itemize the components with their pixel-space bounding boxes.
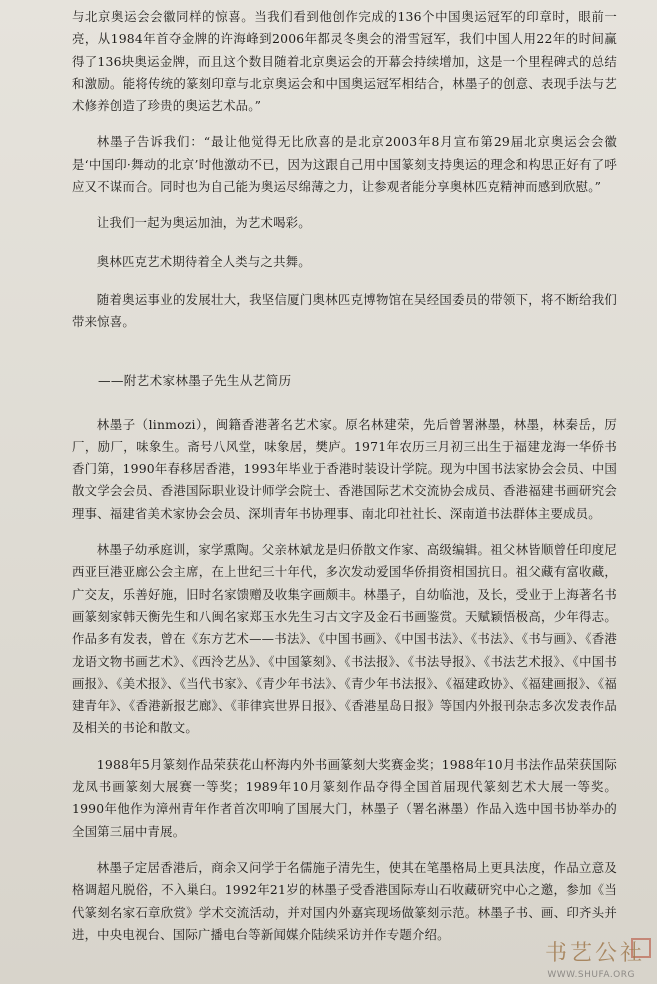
bio-paragraph-intro: 林墨子（linmozi），闽籍香港著名艺术家。原名林建荣，先后曾署淋墨，林墨，林秦岳，厉厂，励厂，味象生。斋号八风堂，味象居，樊庐。1971年农历三月初三出生于福建龙海一华侨书香门第，1990年春移居香港，1993年毕业于香港时装设计学院。现为中国书法家协会会员、中国散文学会会员、香港国际职业设计师学会院士、香港国际艺术交流协会成员、香港福建书画研究会理事、福建省美术家协会会员、深圳青年书协理事、南北印社社长、深南道书法群体主要成员。 xyxy=(72,416,617,521)
watermark-text: 书艺公社 xyxy=(544,941,645,966)
watermark-url: WWW.SHUFA.ORG xyxy=(547,970,635,980)
site-watermark xyxy=(501,936,651,980)
bio-paragraph-awards: 1988年5月篆刻作品荣获花山杯海内外书画篆刻大奖赛金奖；1988年10月书法作品荣获国际龙凤书画篆刻大展赛一等奖；1989年10月篆刻作品夺得全国首届现代篆刻艺术大展一等奖。1990年他作为漳州青年作者首次叩响了国展大门，林墨子（署名淋墨）作品入选中国书协举办的全国第三届中青展。 xyxy=(72,756,617,839)
section-heading: ——附艺术家林墨子先生从艺简历 xyxy=(98,372,292,388)
paragraph-continuation: 与北京奥运会会徽同样的惊喜。当我们看到他创作完成的136个中国奥运冠军的印章时，眼前一亮，从1984年首夺金牌的许海峰到2006年都灵冬奥会的滑雪冠军，我们中国人用22年的时间赢得了136块奥运金牌，而且这个数目随着北京奥运会的开幕会持续增加，这是一个里程碑式的总结和激励。能将传统的篆刻印章与北京奥运会和中国奥运冠军相结合，林墨子的创意、表现手法与艺术修养创造了珍贵的奥运艺术品。” xyxy=(72,9,617,114)
paragraph-museum: 随着奥运事业的发展壮大，我坚信厦门奥林匹克博物馆在吴经国委员的带领下，将不断给我们带来惊喜。 xyxy=(72,291,617,330)
paragraph-olympic-art: 奥林匹克艺术期待着全人类与之共舞。 xyxy=(96,253,311,269)
paragraph-cheer: 让我们一起为奥运加油，为艺术喝彩。 xyxy=(96,215,311,231)
paragraph-quote-2003: 林墨子告诉我们：“最让他觉得无比欣喜的是北京2003年8月宣布第29届北京奥运会会徽是‘中国印·舞动的北京’时他激动不已，因为这跟自己用中国篆刻支持奥运的理念和构思正好有了呼应又不谋而合。同时也为自己能为奥运尽绵薄之力，让参观者能分享奥林匹克精神而感到欣慰。” xyxy=(72,134,617,195)
bio-paragraph-family: 林墨子幼承庭训，家学熏陶。父亲林斌龙是归侨散文作家、高级编辑。祖父林皆顺曾任印度尼西亚巨港亚廊公会主席，在上世纪三十年代，多次发动爱国华侨捐资相国抗日。祖父藏有富收藏，广交友，乐善好施，旧时名家馈赠及收集字画颇丰。林墨子，自幼临池，及长，受业于上海著名书画篆刻家韩天衡先生和八闽名家郑玉水先生习古文字及金石书画鉴赏。天赋颖悟极高，少年得志。作品多有发表，曾在《东方艺术——书法》、《中国书画》、《中国书法》、《书法》、《书与画》、《香港龙语文物书画艺术》、《西泠艺丛》、《中国篆刻》、《书法报》、《书法导报》、《书法艺术报》、《中国书画报》、《美术报》、《当代书家》、《青少年书法》、《青少年书法报》、《福建政协》、《福建画报》、《福建青年》、《香港新报艺廊》、《菲律宾世界日报》、《香港星岛日报》等国内外报刊杂志多次发表作品及相关的书论和散文。 xyxy=(72,542,617,736)
bio-paragraph-hongkong: 林墨子定居香港后，商余又问学于名儒施子清先生，使其在笔墨格局上更具法度，作品立意及格调超凡脱俗，不入巢臼。1992年21岁的林墨子受香港国际寿山石收藏研究中心之邀，参加《当代篆刻名家石章欣赏》学术交流活动，并对国内外嘉宾现场做篆刻示范。林墨子书、画、印齐头并进，中央电视台、国际广播电台等新闻媒介陆续采访并作专题介绍。 xyxy=(72,859,617,942)
